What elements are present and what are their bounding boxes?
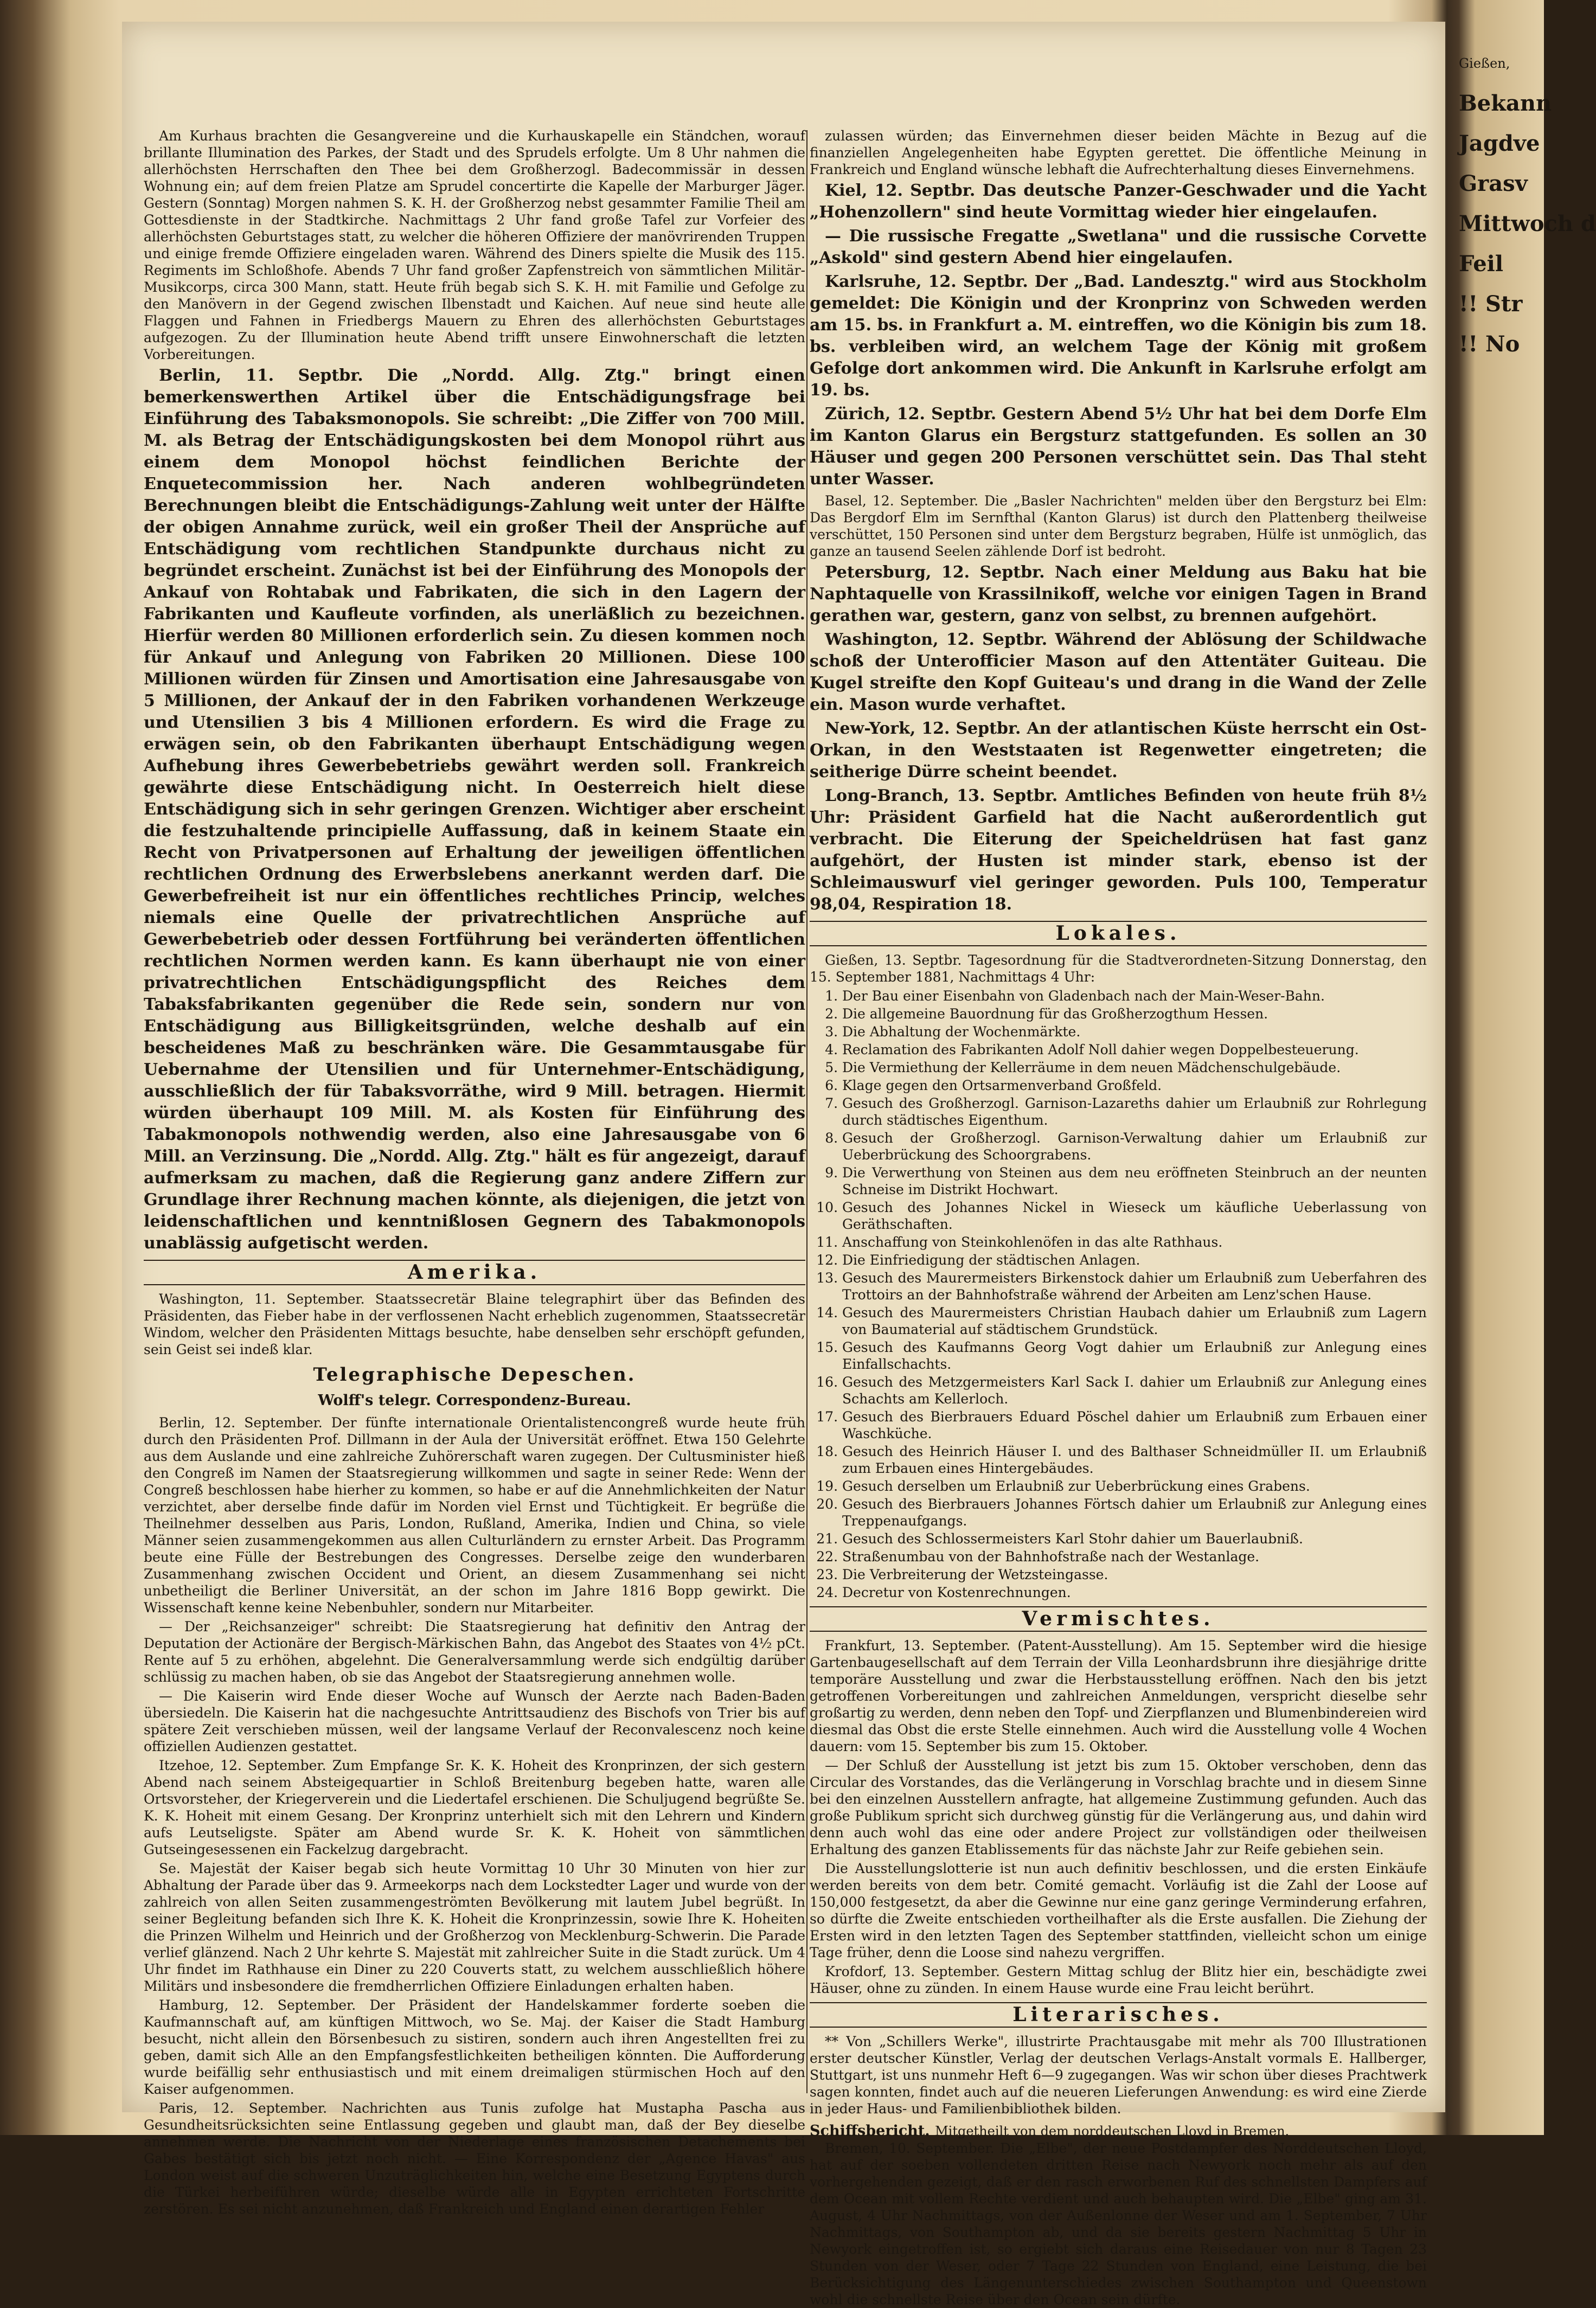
fragment-heading: Jagdve — [1459, 131, 1540, 156]
agenda-item: 12. Die Einfriedigung der städtischen Anlagen. — [842, 1252, 1427, 1268]
adjacent-page-fragment — [1459, 54, 1596, 2104]
agenda-item: 14. Gesuch des Maurermeisters Christian Haubach dahier um Erlaubniß zum Lagern von Baumaterial auf städtischem Grundstück. — [842, 1304, 1427, 1338]
agenda-item: 23. Die Verbreiterung der Wetzsteingasse. — [842, 1566, 1427, 1583]
agenda-item: 9. Die Verwerthung von Steinen aus dem neu eröffneten Steinbruch an der neunten Schneise im Distrikt Hochwart. — [842, 1164, 1427, 1198]
news-paragraph: Zürich, 12. Septbr. Gestern Abend 5½ Uhr hat bei dem Dorfe Elm im Kanton Glarus ein Bergsturz stattgefunden. Es sollen an 30 Häuser und gegen 200 Personen verschüttet sein. Das Thal steht unter Wasser. — [810, 405, 1427, 489]
literarisches-heading: Literarisches. — [810, 2002, 1427, 2028]
fragment-heading: !! No — [1459, 331, 1520, 357]
column-divider — [806, 130, 807, 2093]
shipping-title: Schiffsbericht. — [810, 2123, 930, 2139]
amerika-heading: Amerika. — [144, 1260, 805, 1285]
agenda-item: 10. Gesuch des Johannes Nickel in Wieseck um käufliche Ueberlassung von Geräthschaften. — [842, 1199, 1427, 1233]
shipping-subtitle: Mitgetheilt von dem norddeutschen Lloyd in Bremen. — [935, 2124, 1290, 2139]
news-paragraph: zulassen würden; das Einvernehmen dieser beiden Mächte in Bezug auf die finanziellen Angelegenheiten habe Egypten gerettet. Die öffentliche Meinung in Frankreich und England wünsche lebhaft die Aufrechterhaltung dieses Einvernehmens. — [810, 128, 1427, 177]
news-paragraph: Washington, 12. Septbr. Während der Ablösung der Schildwache schoß der Unterofficier Mason auf den Attentäter Guiteau. Die Kugel streifte den Kopf Guiteau's und drang in die Wand der Zelle ein. Mason wurde verhaftet. — [810, 630, 1427, 714]
news-paragraph: Petersburg, 12. Septbr. Nach einer Meldung aus Baku hat bie Naphtaquelle von Krassilnikoff, welche vor einigen Tagen in Brand gerathen war, gestern, ganz von selbst, zu brennen aufgehört. — [810, 563, 1427, 625]
literarisches-paragraph: ** Von „Schillers Werke", illustrirte Prachtausgabe mit mehr als 700 Illustrationen erster deutscher Künstler, Verlag der deutschen Verlags-Anstalt vormals E. Hallberger, Stuttgart, ist uns nunmehr Heft 6—9 zugegangen. Was wir schon über dieses Prachtwerk sagen konnten, findet auch auf die neueren Lieferungen Anwendung: es wird eine Zierde in jeder Haus- und Familienbibliothek bilden. — [810, 2034, 1427, 2117]
telegraph-subheading: Wolff's telegr. Correspondenz-Bureau. — [318, 1392, 631, 1409]
telegraph-paragraph: Se. Majestät der Kaiser begab sich heute Vormittag 10 Uhr 30 Minuten von hier zur Abhaltung der Parade über das 9. Armeekorps nach dem Lockstedter Lager und wurde von der zahlreich von allen Seiten zusammengeströmten Bevölkerung mit lautem Jubel begrüßt. In seiner Begleitung befanden sich Ihre K. K. Hoheit die Kronprinzessin, sowie Ihre K. Hoheiten die Prinzen Wilhelm und Heinrich und der Großherzog von Mecklenburg-Schwerin. Die Parade verlief glänzend. Nach 2 Uhr kehrte S. Majestät mit zahlreicher Suite in die Stadt zurück. Um 4 Uhr findet im Rathhause ein Diner zu 220 Couverts statt, zu welchem ausschließlich höhere Militärs und insbesondere die fremdherrlichen Offiziere Einladungen erhalten haben. — [144, 1861, 805, 1994]
lokales-heading: Lokales. — [810, 921, 1427, 946]
right-column — [810, 127, 1427, 2307]
vermischtes-paragraph: Krofdorf, 13. September. Gestern Mittag schlug der Blitz hier ein, beschädigte zwei Häuser, ohne zu zünden. In einem Hause wurde eine Frau leicht berührt. — [810, 1964, 1427, 1996]
amerika-paragraph: Washington, 11. September. Staatssecretär Blaine telegraphirt über das Befinden des Präsidenten, das Fieber habe in der verflossenen Nacht erheblich zugenommen, Staatssecretär Windom, welcher den Präsidenten Mittags besuchte, habe denselben sehr erschöpft gefunden, sein Geist sei indeß klar. — [144, 1291, 805, 1357]
agenda-item: 7. Gesuch des Großherzogl. Garnison-Lazareths dahier um Erlaubniß zur Rohrlegung durch städtisches Eigenthum. — [842, 1095, 1427, 1129]
agenda-item: 15. Gesuch des Kaufmanns Georg Vogt dahier um Erlaubniß zur Anlegung eines Einfallschachts. — [842, 1339, 1427, 1373]
vermischtes-heading: Vermischtes. — [810, 1606, 1427, 1632]
vermischtes-paragraph: — Der Schluß der Ausstellung ist jetzt bis zum 15. Oktober verschoben, denn das Circular des Vorstandes, das die Verlängerung in Vorschlag brachte und in diesem Sinne bei den einzelnen Ausstellern anfragte, hat allgemeine Zustimmung gefunden. Auch das große Publikum spricht sich durchweg günstig für die Verlängerung aus, und dahin wird denn auch wohl das eine oder andere Project zur vollständigen oder theilweisen Erhaltung des ganzen Etablissements für das nächste Jahr zur Reife gebiehen sein. — [810, 1758, 1427, 1857]
news-paragraph: Long-Branch, 13. Septbr. Amtliches Befinden von heute früh 8½ Uhr: Präsident Garfield hat die Nacht außerordentlich gut verbracht. Die Eiterung der Speicheldrüsen hat fast ganz aufgehört, der Husten ist minder stark, ebenso ist der Schleimauswurf viel geringer geworden. Puls 100, Temperatur 98,04, Respiration 18. — [810, 786, 1427, 914]
agenda-item: 17. Gesuch des Bierbrauers Eduard Pöschel dahier um Erlaubniß zum Erbauen einer Waschküche. — [842, 1408, 1427, 1442]
fragment-heading: Mittwoch d — [1459, 211, 1596, 236]
agenda-item: 22. Straßenumbau von der Bahnhofstraße nach der Westanlage. — [842, 1548, 1427, 1565]
telegraph-paragraph: Itzehoe, 12. September. Zum Empfange Sr. K. K. Hoheit des Kronprinzen, der sich gestern Abend nach seinem Absteigequartier in Schloß Breitenburg begeben hatte, waren alle Ortsvorsteher, der Kriegerverein und die Liedertafel erschienen. Die Schuljugend begrüßte Se. K. K. Hoheit mit einem Gesang. Der Kronprinz unterhielt sich mit den Lehrern und Kindern aufs Leutseligste. Später am Abend wurde Sr. K. K. Hoheit von sämmtlichen Gutseingesessenen ein Fackelzug dargebracht. — [144, 1758, 805, 1857]
agenda-item: 4. Reclamation des Fabrikanten Adolf Noll dahier wegen Doppelbesteuerung. — [842, 1041, 1427, 1058]
fragment-text: Gießen, — [1459, 56, 1510, 71]
telegraph-paragraph: — Der „Reichsanzeiger" schreibt: Die Staatsregierung hat definitiv den Antrag der Deputation der Actionäre der Bergisch-Märkischen Bahn, das Angebot des Staates von 4½ pCt. Rente auf 5 zu erhöhen, abgelehnt. Die Generalversammlung werde sich endgültig darüber schlüssig zu machen haben, ob sie das Angebot der Staatsregierung annehmen wolle. — [144, 1619, 805, 1685]
agenda-item: 18. Gesuch des Heinrich Häuser I. und des Balthaser Schneidmüller II. um Erlaubniß zum Erbauen eines Hintergebäudes. — [842, 1443, 1427, 1477]
vermischtes-paragraph: Frankfurt, 13. September. (Patent-Ausstellung). Am 15. September wird die hiesige Gartenbaugesellschaft auf dem Terrain der Villa Leonhardsbrunn ihre diesjährige dritte temporäre Ausstellung und zwar die Herbstausstellung eröffnen. Nach den bis jetzt getroffenen Vorbereitungen und zahlreichen Anmeldungen, verspricht dieselbe sehr großartig zu werden, denn neben den Topf- und Zierpflanzen und Blumenbindereien wird diesmal das Obst die erste Stelle einnehmen. Auch wird die Ausstellung volle 4 Wochen dauern: vom 15. September bis zum 15. Oktober. — [810, 1638, 1427, 1754]
telegraph-heading: Telegraphische Depeschen. — [313, 1364, 636, 1386]
shipping-paragraph: Bremen, 10. September. Die „Elbe", der neue Postdampfer des Norddeutschen Lloyd, hat auf der soeben vollendeten dritten Reise nach Newyork noch mehr als auf den vorhergehenden gezeigt, daß er den rasch erworbenen Ruf des schnellsten Dampfers auf dem Ocean mit vollem Rechte verdient und auch behaupten wird. Die „Elbe" ging am 31. August, 4 Uhr Nachmittags, von der Außenlonne der Weser und am 1. September, 7 Uhr Nachmittags, von Southampton ab, und da sie bereits gestern Nachmittag 5 Uhr in Newyork eingetroffen ist, so ergiebt sich daraus eine Reisedauer von nur 8 Tagen 23 Stunden von der Weser, oder 7 Tage 22 Stunden von England, eine Leistung, die bei Berücksichtigung des Längenunterschiedes zwischen Southampton und Queenstown wohl die schnellste Reise über den Ocean sein dürfte. — [810, 2140, 1427, 2307]
kurhaus-paragraph: Am Kurhaus brachten die Gesangvereine und die Kurhauskapelle ein Ständchen, worauf brillante Illumination des Parkes, der Stadt und des Sprudels erfolgte. Um 8 Uhr nahmen die allerhöchsten Herrschaften den Thee bei dem Großherzogl. Badecommissär in dessen Wohnung ein; auf dem freien Platze am Sprudel concertirte die Kapelle der Marburger Jäger. Gestern (Sonntag) Morgen nahmen S. K. H. der Großherzog nebst gesammter Familie Theil am Gottesdienste in der Stadtkirche. Nachmittags 2 Uhr fand große Tafel zur Vorfeier des allerhöchsten Geburtstages statt, zu welcher die höheren Offiziere der manövrirenden Truppen und einige fremde Offiziere eingeladen waren. Während des Diners spielte die Musik des 115. Regiments im Schloßhofe. Abends 7 Uhr fand großer Zapfenstreich von sämmtlichen Militär-Musikcorps, circa 300 Mann, statt. Heute früh begab sich S. K. H. mit Familie und Gefolge zu den Manövern in der Gegend zwischen Ilbenstadt und Kaichen. Auf neue sind heute alle Flaggen und Fahnen in Friedbergs Mauern zu Ehren des allerhöchsten Geburtstages aufgezogen. Zu der Illumination heute Abend trifft unsere Einwohnerschaft die letzten Vorbereitungen. — [144, 128, 805, 362]
agenda-item: 13. Gesuch des Maurermeisters Birkenstock dahier um Erlaubniß zum Ueberfahren des Trottoirs an der Bahnhofstraße während der Arbeiten am Lenz'schen Hause. — [842, 1270, 1427, 1303]
vermischtes-paragraph: Die Ausstellungslotterie ist nun auch definitiv beschlossen, und die ersten Einkäufe werden bereits von dem betr. Comité gemacht. Vorläufig ist die Zahl der Loose auf 150,000 festgesetzt, da aber die Gewinne nur eine ganz geringe Verminderung erfahren, so dürfte die Zweite entschieden vortheilhafter als die Erste ausfallen. Die Ziehung der Ersten wird in den letzten Tagen des September stattfinden, vielleicht schon um einige Tage früher, denn die Loose sind nahezu vergriffen. — [810, 1861, 1427, 1960]
agenda-item: 8. Gesuch der Großherzogl. Garnison-Verwaltung dahier um Erlaubniß zur Ueberbrückung des Schoorgrabens. — [842, 1130, 1427, 1163]
agenda-item: 11. Anschaffung von Steinkohlenöfen in das alte Rathhaus. — [842, 1234, 1427, 1251]
news-paragraph: Kiel, 12. Septbr. Das deutsche Panzer-Geschwader und die Yacht „Hohenzollern" sind heute Vormittag wieder hier eingelaufen. — [810, 181, 1427, 222]
newspaper-page — [122, 22, 1445, 2307]
agenda-item: 1. Der Bau einer Eisenbahn von Gladenbach nach der Main-Weser-Bahn. — [842, 988, 1427, 1004]
agenda-item: 3. Die Abhaltung der Wochenmärkte. — [842, 1023, 1427, 1040]
agenda-item: 24. Decretur von Kostenrechnungen. — [842, 1584, 1427, 1601]
agenda-item: 16. Gesuch des Metzgermeisters Karl Sack I. dahier um Erlaubniß zur Anlegung eines Schachts am Kellerloch. — [842, 1374, 1427, 1407]
agenda-item: 5. Die Vermiethung der Kellerräume in dem neuen Mädchenschulgebäude. — [842, 1059, 1427, 1076]
agenda-item: 21. Gesuch des Schlossermeisters Karl Stohr dahier um Bauerlaubniß. — [842, 1530, 1427, 1547]
fragment-heading: Grasv — [1459, 171, 1528, 196]
agenda-item: 6. Klage gegen den Ortsarmenverband Großfeld. — [842, 1077, 1427, 1094]
berlin-monopoly-paragraph: Berlin, 11. Septbr. Die „Nordd. Allg. Ztg." bringt einen bemerkenswerthen Artikel über die Entschädigungsfrage bei Einführung des Tabaksmonopols. Sie schreibt: „Die Ziffer von 700 Mill. M. als Betrag der Entschädigungskosten bei dem Monopol rührt aus einem dem Monopol höchst feindlichen Berichte der Enquetecommission her. Nach anderen wohlbegründeten Berechnungen bleibt die Entschädigungs-Zahlung weit unter der Hälfte der obigen Annahme zurück, weil ein großer Theil der Ansprüche auf Entschädigung vom rechtlichen Standpunkte durchaus nicht zu begründet erscheint. Zunächst ist bei der Einführung des Monopols der Ankauf von Rohtabak und Fabrikaten, die sich in den Lagern der Fabrikanten und Kaufleute vorfinden, als unerläßlich zu bezeichnen. Hierfür werden 80 Millionen erforderlich sein. Zu diesen kommen noch für Ankauf und Anlegung von Fabriken 20 Millionen. Diese 100 Millionen würden für Zinsen und Amortisation eine Jahresausgabe von 5 Millionen, der Ankauf der in den Fabriken vorhandenen Werkzeuge und Utensilien 3 bis 4 Millionen erfordern. Es wird die Frage zu erwägen sein, ob den Fabrikanten überhaupt Entschädigung wegen Aufhebung ihres Gewerbebetriebs gewährt werden soll. Frankreich gewährte diese Entschädigung nicht. In Oesterreich hielt diese Entschädigung sich in sehr geringen Grenzen. Wichtiger aber erscheint die festzuhaltende principielle Auffassung, daß in keinem Staate ein Recht von Privatpersonen auf Erhaltung der jeweiligen öffentlichen rechtlichen Ordnung des Erwerbslebens anerkannt werden darf. Die Gewerbefreiheit ist nur ein öffentliches rechtliches Princip, welches niemals eine Quelle der privatrechtlichen Ansprüche auf Gewerbebetrieb oder dessen Fortführung bei veränderten öffentlichen rechtlichen Normen werden kann. Es kann überhaupt nie von einer privatrechtlichen Entschädigungspflicht des Reiches dem Tabaksfabrikanten gegenüber die Rede sein, sondern nur von Entschädigung aus Billigkeitsgründen, welche deshalb auf ein bescheidenes Maß zu beschränken wäre. Die Gesammtausgabe für Uebernahme der Utensilien und für Unternehmer-Entschädigung, ausschließlich der für Tabaksvorräthe, wird 9 Mill. betragen. Hiermit würden überhaupt 109 Mill. M. als Kosten für Einführung des Tabakmonopols nothwendig werden, also eine Jahresausgabe von 6 Mill. an Verzinsung. Die „Nordd. Allg. Ztg." hält es für angezeigt, darauf aufmerksam zu machen, daß die Regierung ganz andere Ziffern zur Grundlage ihrer Rechnung machen könnte, als diejenigen, die jetzt von leidenschaftlichen und kenntnißlosen Gegnern des Tabakmonopols unablässig aufgetischt werden. — [144, 366, 805, 1253]
agenda-item: 20. Gesuch des Bierbrauers Johannes Förtsch dahier um Erlaubniß zur Anlegung eines Treppenaufgangs. — [842, 1496, 1427, 1529]
news-paragraph: Basel, 12. September. Die „Basler Nachrichten" melden über den Bergsturz bei Elm: Das Bergdorf Elm im Sernfthal (Kanton Glarus) ist durch den Plattenberg theilweise verschüttet, 150 Personen sind unter dem Bergsturz begraben, Hülfe ist unmöglich, das ganze an tausend Seelen zählende Dorf ist bedroht. — [810, 493, 1427, 559]
news-paragraph: New-York, 12. Septbr. An der atlantischen Küste herrscht ein Ost-Orkan, in den Weststaaten ist Regenwetter eingetreten; die seitherige Dürre scheint beendet. — [810, 719, 1427, 781]
fragment-heading: Bekann — [1459, 91, 1552, 116]
fragment-heading: Feil — [1459, 251, 1504, 277]
shipping-report-heading — [810, 2123, 1427, 2140]
telegraph-paragraph: Berlin, 12. September. Der fünfte internationale Orientalistencongreß wurde heute früh durch den Präsidenten Prof. Dillmann in der Aula der Universität eröffnet. Etwa 150 Gelehrte aus dem Auslande und eine zahlreiche Zuhörerschaft waren zugegen. Der Cultusminister hieß den Congreß im Namen der Staatsregierung willkommen und sagte in seiner Rede: Wenn der Congreß beschlossen habe hierher zu kommen, so habe er auf die Annehmlichkeiten der Natur verzichtet, aber derselbe finde dafür im Norden viel Ernst und Tüchtigkeit. Er begrüße die Theilnehmer desselben aus Paris, London, Rußland, Amerika, Indien und China, so viele Männer seien zusammengekommen aus allen Culturländern zu ernster Arbeit. Das Programm beute eine Fülle der Bestrebungen des Congresses. Derselbe zeige den wunderbaren Zusammenhang zwischen Occident und Orient, an diesem Zusammenhang sei nicht unbetheiligt die Berliner Universität, an der schon im Jahre 1816 Bopp gewirkt. Die Wissenschaft kenne keine Nebenbuhler, sondern nur Mitarbeiter. — [144, 1415, 805, 1615]
agenda-item: 2. Die allgemeine Bauordnung für das Großherzogthum Hessen. — [842, 1005, 1427, 1022]
news-paragraph: — Die russische Fregatte „Swetlana" und die russische Corvette „Askold" sind gestern Abend hier eingelaufen. — [810, 227, 1427, 267]
telegraph-paragraph: — Die Kaiserin wird Ende dieser Woche auf Wunsch der Aerzte nach Baden-Baden übersiedeln. Die Kaiserin hat die nachgesuchte Antrittsaudienz des Bischofs von Trier bis auf spätere Zeit verschieben müssen, weil der langsame Verlauf der Reconvalescenz noch keine offiziellen Audienzen gestattet. — [144, 1688, 805, 1754]
left-column — [144, 127, 805, 2217]
agenda-list — [810, 988, 1427, 1601]
news-paragraph: Karlsruhe, 12. Septbr. Der „Bad. Landesztg." wird aus Stockholm gemeldet: Die Königin und der Kronprinz von Schweden werden am 15. bs. in Frankfurt a. M. eintreffen, wo die Königin bis zum 18. bs. verbleiben wird, an welchem Tage der König mit großem Gefolge dort ankommen wird. Die Ankunft in Karlsruhe erfolgt am 19. bs. — [810, 272, 1427, 400]
telegraph-paragraph: Hamburg, 12. September. Der Präsident der Handelskammer forderte soeben die Kaufmannschaft auf, am künftigen Mittwoch, wo Se. Maj. der Kaiser die Stadt Hamburg besucht, nicht allein den Börsenbesuch zu sistiren, sondern auch ihren Angestellten frei zu geben, damit sich Alle an den Empfangsfestlichkeiten betheiligen könnten. Die Aufforderung wurde beifällig sehr enthusiastisch und mit einem dreimaligen stürmischen Hoch auf den Kaiser aufgenommen. — [144, 1997, 805, 2097]
telegraph-paragraph: Paris, 12. September. Nachrichten aus Tunis zufolge hat Mustapha Pascha aus Gesundheitsrücksichten seine Entlassung gegeben und glaubt man, daß der Bey dieselbe annehmen werde. Die Nachricht von der Niederlage eines französischen Detachements bei Gabes bestätigt sich bis jetzt noch nicht. — Eine Korrespondenz der „Agence Havas" aus London weist auf die schweren Unzuträglichkeiten hin, welche eine Besetzung Egyptens durch die Türkei herbeiführen würde; dieselbe würde alle in Egypten errichteten Fortschritte zerstören. Es sei nicht anzunehmen, daß Frankreich und England einen derartigen Fehler — [144, 2100, 805, 2217]
lokales-intro: Gießen, 13. Septbr. Tagesordnung für die Stadtverordneten-Sitzung Donnerstag, den 15. September 1881, Nachmittags 4 Uhr: — [810, 952, 1427, 985]
agenda-item: 19. Gesuch derselben um Erlaubniß zur Ueberbrückung eines Grabens. — [842, 1478, 1427, 1495]
fragment-heading: !! Str — [1459, 291, 1523, 317]
